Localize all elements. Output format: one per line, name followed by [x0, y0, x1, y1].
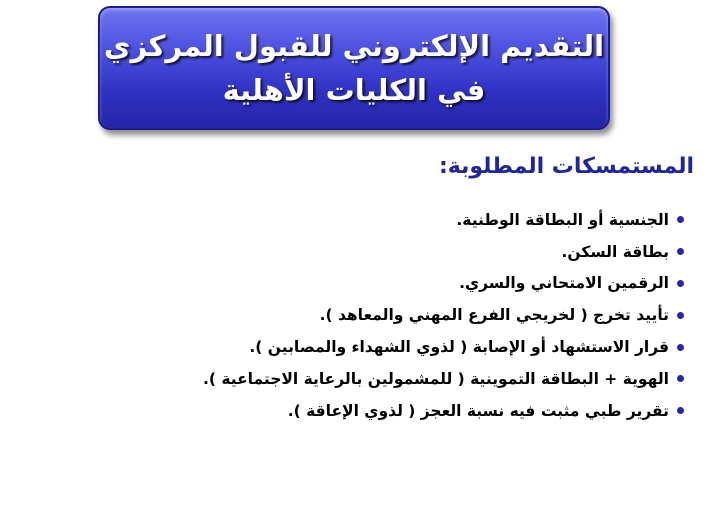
list-item-text: بطاقة السكن.	[561, 242, 669, 261]
list-item-text: الهوية + البطاقة التموينية ( للمشمولين بالرعاية الاجتماعية ).	[202, 369, 669, 388]
title-line-1: التقديم الإلكتروني للقبول المركزي	[103, 29, 605, 63]
list-item	[203, 236, 684, 268]
bullet-icon	[677, 312, 684, 319]
title-banner	[98, 6, 610, 130]
list-item	[203, 204, 684, 236]
list-item-text: الرقمين الامتحاني والسري.	[459, 274, 669, 293]
title-line-2: في الكليات الأهلية	[222, 73, 486, 107]
list-item-text: تأييد تخرج ( لخريجي الفرع المهني والمعاهد ).	[319, 306, 669, 325]
list-item	[203, 299, 684, 331]
list-item	[203, 331, 684, 363]
required-documents-heading: المستمسكات المطلوبة:	[438, 154, 694, 179]
bullet-icon	[677, 280, 684, 287]
list-item	[203, 268, 684, 300]
list-item	[203, 363, 684, 395]
list-item-text: تقرير طبي مثبت فيه نسبة العجز ( لذوي الإعاقة ).	[287, 401, 669, 420]
bullet-icon	[677, 248, 684, 255]
requirements-list	[203, 204, 684, 427]
bullet-icon	[677, 344, 684, 351]
list-item	[203, 395, 684, 427]
bullet-icon	[677, 375, 684, 382]
bullet-icon	[677, 407, 684, 414]
list-item-text: قرار الاستشهاد أو الإصابة ( لذوي الشهداء والمصابين ).	[249, 338, 669, 357]
bullet-icon	[677, 216, 684, 223]
list-item-text: الجنسية أو البطاقة الوطنية.	[456, 210, 669, 229]
